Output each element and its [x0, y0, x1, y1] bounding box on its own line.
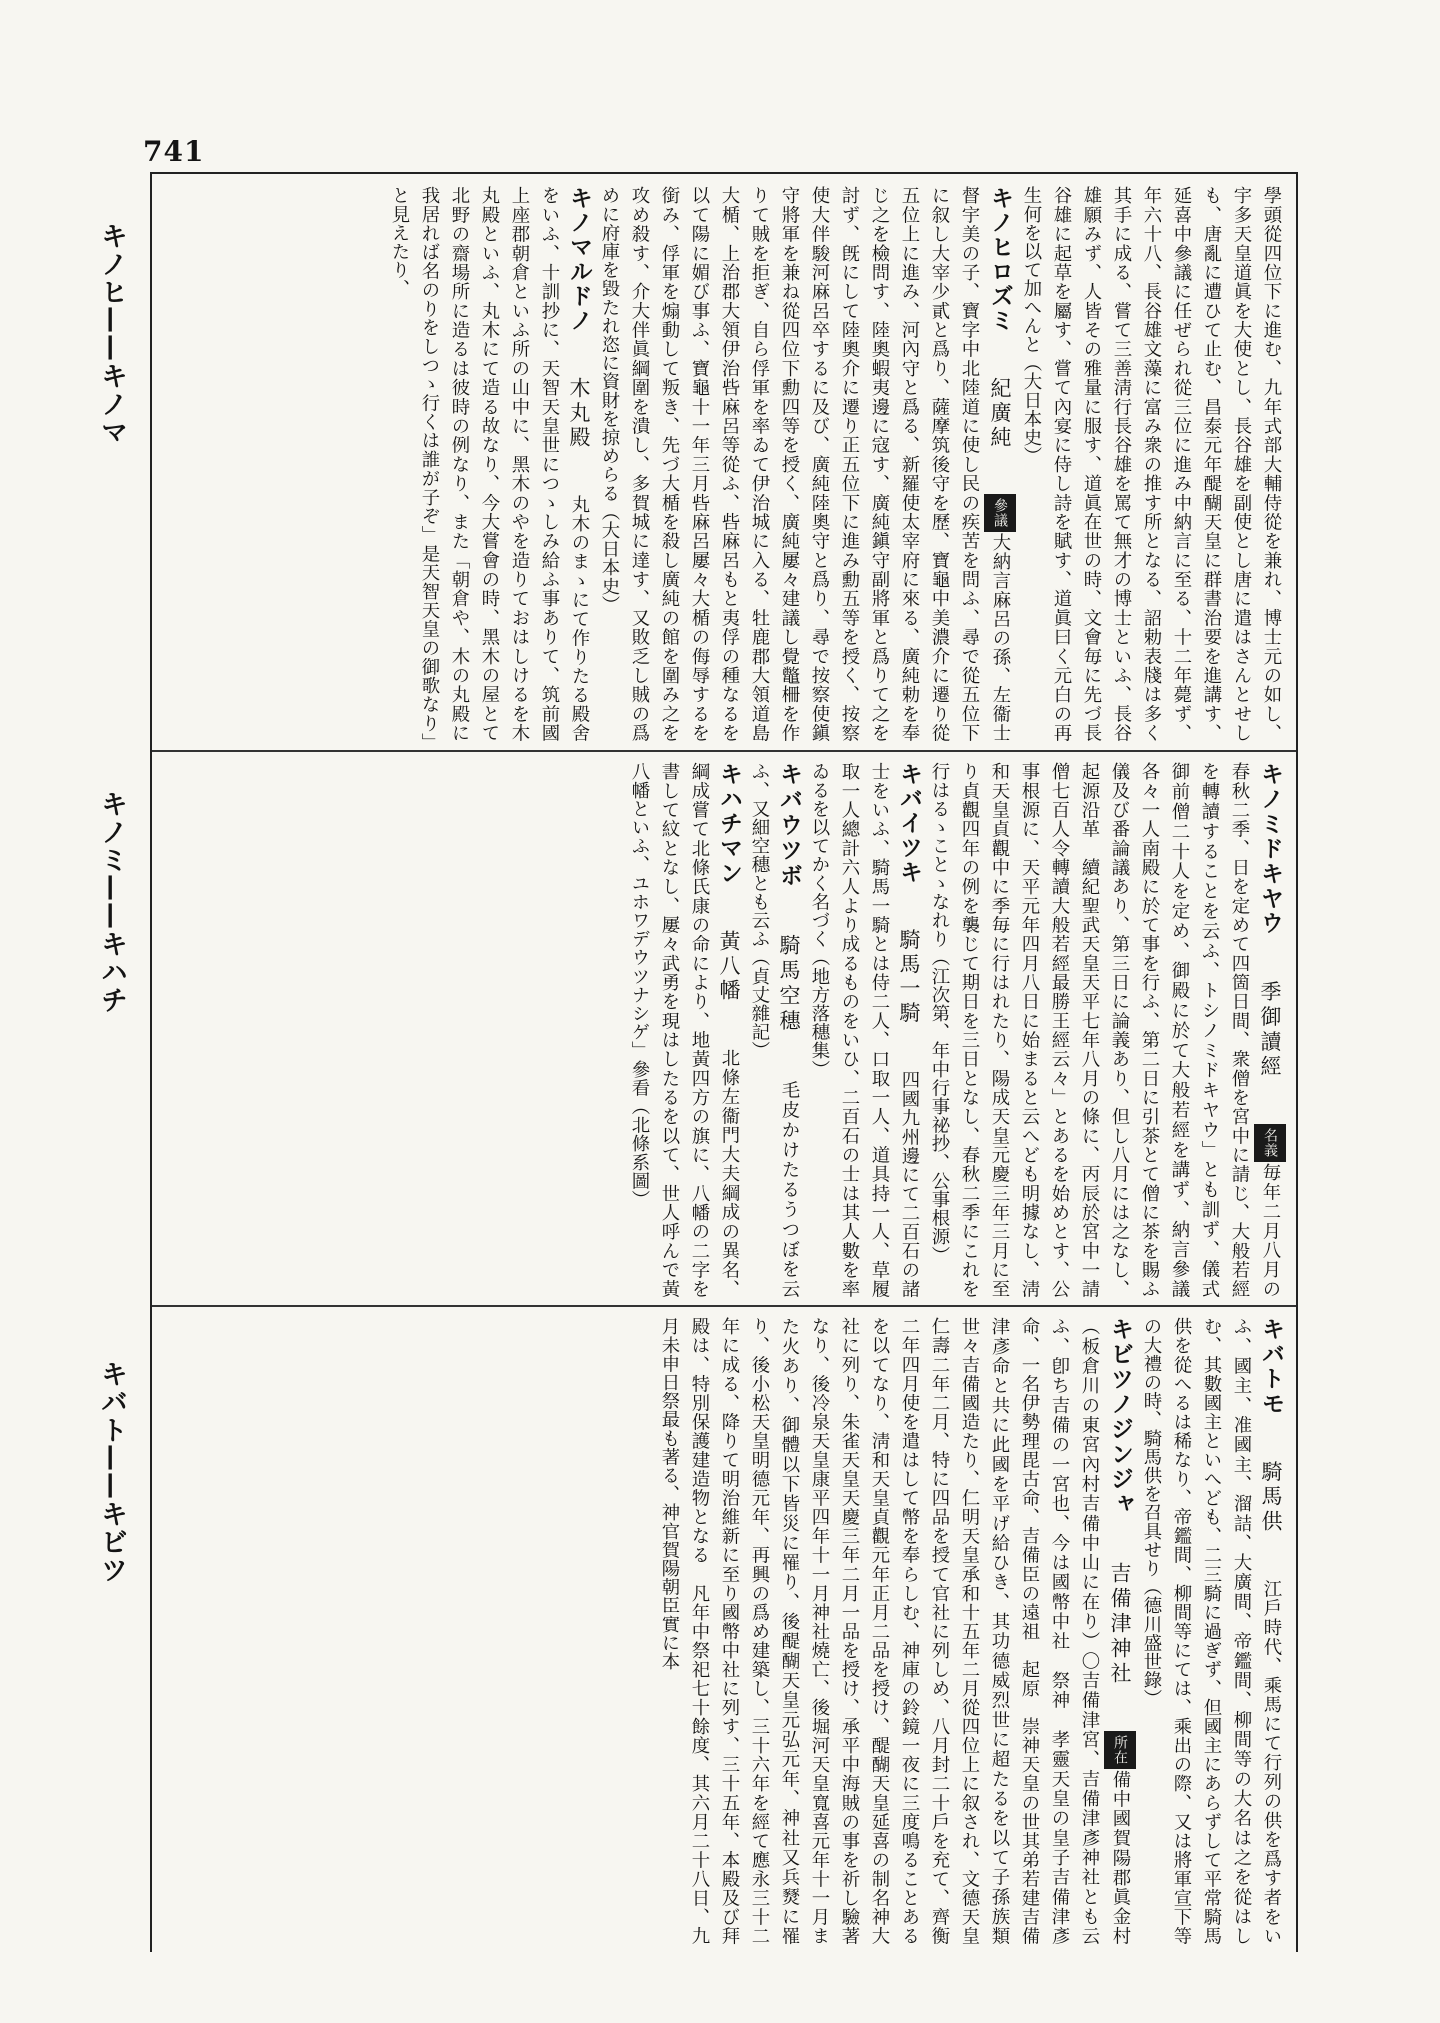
- entry-tag-badge: 名義: [1254, 1124, 1286, 1162]
- entry-heading: キビツノジンジャ: [1107, 1317, 1133, 1517]
- entry-kanji: 吉備津神社: [1108, 1560, 1132, 1687]
- entry-kanji: 騎馬空穗: [777, 932, 801, 1036]
- entry-kinomidokyau: [924, 762, 1286, 1317]
- entry-kinomarudono: [384, 186, 594, 742]
- entry-heading: キバトモ: [1258, 1317, 1284, 1416]
- section-divider-2: [152, 1305, 1296, 1307]
- gutter-label-3: キバト——キビツ: [96, 1360, 127, 1584]
- section-bottom: [160, 1317, 1286, 1945]
- entry-text: 毛皮かけたるうつぼを云ふ、又細空穗とも云ふ（貞丈雜記）: [749, 762, 800, 1299]
- entry-text: 大納言麻呂の孫、左衞士督宇美の子、寶字中北陸道に使し民の疾苦を問ふ、尋で從五位下に叙し大宰少貳と爲り、薩摩筑後守を歷、寶龜中美濃介に遷り從五位上に進み、河內守と爲る、新羅使太宰府に來る、廣純勅を奉じ之を檢問す、陸奧蝦夷邊に寇す、廣純鎭守副將軍と爲りて之を討ず、旣にして陸奧介に遷り正五位下に進み勳五等を授く、按察使大伴駿河麻呂卒するに及び、廣純陸奧守と爲り、尋で按察使鎭守將軍を兼ね從四位下勳四等を授く、廣純屢々建議し覺鼈柵を作りて賊を拒ぎ、自ら俘軍を率ゐて伊治城に入る、牡鹿郡大領道島大楯、上治郡大領伊治呰麻呂等從ふ、呰麻呂もと夷俘の種なるを以て陽に媚び事ふ、寶龜十一年三月呰麻呂屢々大楯の侮辱するを銜み、俘軍を煽動して叛き、先づ大楯を殺し廣純の館を圍み之を攻め殺す、介大伴眞綱圍を潰し、多賀城に達す、又敗乏し賊の爲めに府庫を毀たれ恣に資財を掠めらる（大日本史）: [599, 186, 1011, 743]
- entry-text: 備中國賀陽郡眞金村（板倉川の東宮內村吉備中山に在り）〇吉備津宮、吉備津彥神社とも云ふ、卽ち吉備の一宮也、今は國幣中社 祭神 孝靈天皇の皇子吉備津彥命、一名伊勢理毘古命、吉備臣の遠祖 起原 崇神天皇の世其弟若建吉備津彥命と共に此國を平げ給ひき、其功德威烈世に超たるを以て子孫族類世々吉備國造たり、仁明天皇承和十五年二月從四位上に叙され、文德天皇仁壽二年二月、特に四品を授て官社に列しめ、八月封二十戶を充て、齊衡二年四月使を遣はして幣を奉らしむ、神庫の鈴鏡一夜に三度鳴ることあるを以てなり、淸和天皇貞觀元年正月二品を授け、醍醐天皇延喜の制名神大社に列り、朱雀天皇天慶三年二月一品を授け、承平中海賊の事を祈し驗著なり、後冷泉天皇康平四年十一月神社燒亡、後堀河天皇寬喜元年十一月また火あり、御體以下皆災に罹り、後醍醐天皇元弘元年、神社又兵燹に罹り、後小松天皇明德元年、再興の爲め建築し、三十六年を經て應永三十二年に成る、降りて明治維新に至り國幣中社に列す、三十五年、本殿及び拜殿は、特別保護建造物となる 凡年中祭祀七十餘度、其六月二十八日、九月未申日祭最も著る、神官賀陽朝臣實に本: [659, 1317, 1131, 1946]
- entry-kanji: 黃八幡: [717, 929, 741, 1004]
- entry-heading: キノマルドノ: [566, 186, 592, 333]
- entry-kihachiman: [624, 762, 744, 1298]
- gutter-label-2: キノミ——キハチ: [96, 790, 127, 1014]
- section-top: [160, 186, 1286, 742]
- frame-left-rule: [150, 172, 152, 1952]
- entry-kibautsubo: [744, 762, 804, 1298]
- page-number: 741: [143, 135, 205, 168]
- entry-heading: キバイツキ: [896, 762, 922, 884]
- entry-text: 北條左衞門大夫綱成の異名、綱成嘗て北條氏康の命により、地黃四方の旗に、八幡の二字を書して紋となし、屢々武勇を現はしたるを以て、世人呼んで黃八幡といふ、ユホワデウツナシゲ」參看（北條系圖）: [629, 762, 740, 1299]
- entry-heading: キノミドキヤウ: [1257, 762, 1283, 936]
- entry-tag-badge: 所在: [1104, 1731, 1136, 1769]
- entry-kanji: 季御讀經: [1258, 979, 1282, 1080]
- entry-kinohirozumi: [594, 186, 1016, 742]
- entry-kanji: 騎馬一騎: [897, 928, 921, 1026]
- entry-heading: キノヒロズミ: [987, 186, 1013, 333]
- frame-top-rule: [150, 172, 1298, 174]
- section-divider-1: [152, 750, 1296, 752]
- entry-text: 丸木のまゝにて作りたる殿舍をいふ、十訓抄に、天智天皇世につゝしみ給ふ事ありて、筑前國上座郡朝倉といふ所の山中に、黑木のやを造りておはしけるを木丸殿といふ、丸木にて造る故なり、今大嘗會の時、黑木の屋とて北野の齋場所に造るは彼時の例なり、また「朝倉や、木の丸殿に我居れば名のりをしつゝ行くは誰が子ぞ」是天智天皇の御歌なり」と見えたり、: [389, 186, 590, 743]
- entry-text: 毎年二月八月の春秋二季、日を定めて四箇日間、衆僧を宮中に請じ、大般若經を轉讀することを云ふ、トシノミドキヤウ」とも訓ず、儀式 御前僧二十人を定め、御殿に於て大般若經を講ず、納言參議各々一人南殿に於て事を行ふ、第二日に引茶とて僧に茶を賜ふ儀及び番論議あり、第三日に論義あり、但し八月には之なし、起源沿革 續紀聖武天皇天平七年八月の條に、丙辰於宮中一請僧七百人令轉讀大般若經最勝王經云々」とあるを始めとす、公事根源に、天平元年四月八日に始まると云へども明據なし、淸和天皇貞觀中に季毎に行はれたり、陽成天皇元慶三年三月に至り貞觀四年の例を襲じて期日を三日となし、春秋二季にこれを行はるゝことゝなれり（江次第、年中行事祕抄、公事根源）: [929, 762, 1281, 1317]
- entry-text: 江戶時代、乘馬にて行列の供を爲す者をいふ、國主、准國主、溜詰、大廣間、帝鑑間、柳間等の大名は之を從はしむ、其數國主といへども、二三騎に過ぎず、但國主にあらずして平常騎馬供を從へるは稀なり、帝鑑間、柳間等にては、乘出の際、又は將軍宣下等の大禮の時、騎馬供を召具せり（德川盛世錄）: [1141, 1317, 1282, 1946]
- entry-kibaitsuki: [804, 762, 924, 1298]
- section-middle: [160, 762, 1286, 1317]
- entry-text: 學頭從四位下に進む、九年式部大輔侍從を兼れ、博士元の如し、宇多天皇道眞を大使とし、長谷雄を副使とし唐に遣はさんとせしも、唐亂に遭ひて止む、昌泰元年醍醐天皇に群書治要を進講す、延喜中參議に任ぜられ從三位に進み中納言に至る、十二年薨ず、年六十八、長谷雄文藻に富み衆の推す所となる、詔勅表牋は多く其手に成る、嘗て三善淸行長谷雄を罵て無才の博士といふ、長谷雄願みず、人皆その雅量に服す、道眞在世の時、文會毎に先づ長谷雄に起草を屬す、嘗て內宴に侍し詩を賦す、道眞曰く元白の再生何を以て加へんと（大日本史）: [1021, 186, 1282, 742]
- entry-kanji: 騎馬供: [1259, 1459, 1283, 1535]
- entry-heading: キバウツボ: [776, 762, 802, 889]
- frame-right-rule: [1296, 172, 1298, 1952]
- entry-text: 四國九州邊にて二百石の諸士をいふ、騎馬一騎とは侍二人、口取一人、道具持一人、草履取一人總計六人より成るものをいひ、二百石の士は其人數を率ゐるを以てかく名づく（地方落穗集）: [809, 762, 920, 1298]
- gutter-label-1: キノヒ——キノマ: [96, 222, 127, 446]
- entry-tag-badge: 參議: [984, 494, 1016, 532]
- entry-kibatomo: [1136, 1317, 1286, 1945]
- entry-kanji: 木丸殿: [567, 376, 591, 451]
- entry-heading: キハチマン: [716, 762, 742, 886]
- entry-continuation: [1016, 186, 1286, 742]
- entry-kibitsunojinja: [654, 1317, 1136, 1945]
- entry-kanji: 紀廣純: [988, 376, 1012, 451]
